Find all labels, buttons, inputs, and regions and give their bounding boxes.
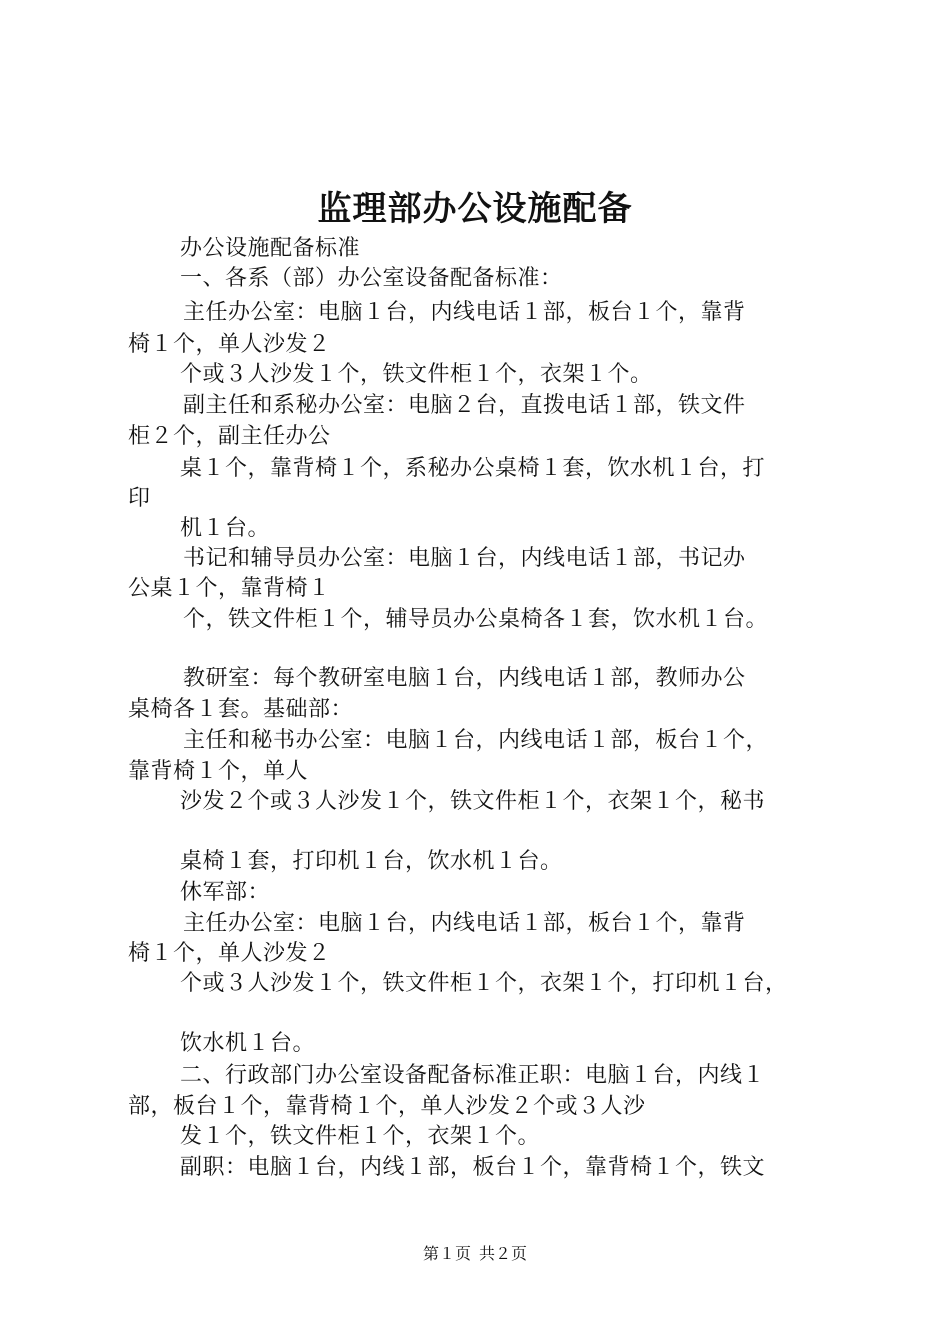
text-line: 公桌１个，靠背椅１ bbox=[128, 576, 331, 601]
page-total: 共２页 bbox=[479, 1244, 528, 1263]
text-line: 教研室：每个教研室电脑１台，内线电话１部，教师办公 bbox=[183, 666, 746, 691]
page-number: 第１页 bbox=[422, 1244, 471, 1263]
text-line: 柜２个，副主任办公 bbox=[128, 424, 331, 449]
text-line: 副职：电脑１台，内线１部，板台１个，靠背椅１个，铁文 bbox=[180, 1155, 766, 1180]
text-line: 主任办公室：电脑１台，内线电话１部，板台１个，靠背 bbox=[183, 911, 746, 936]
document-title: 监理部办公设施配备 bbox=[317, 189, 633, 229]
text-line: 桌椅１套，打印机１台，饮水机１台。 bbox=[180, 849, 563, 874]
text-line: 主任和秘书办公室：电脑１台，内线电话１部，板台１个， bbox=[183, 728, 769, 753]
page-footer bbox=[0, 1242, 950, 1266]
text-line: 书记和辅导员办公室：电脑１台，内线电话１部，书记办 bbox=[183, 546, 746, 571]
text-line: 机１台。 bbox=[180, 516, 271, 541]
text-line: 副主任和系秘办公室：电脑２台，直拨电话１部，铁文件 bbox=[183, 393, 746, 418]
text-line: 个或３人沙发１个，铁文件柜１个，衣架１个。 bbox=[180, 362, 653, 387]
text-line: 发１个，铁文件柜１个，衣架１个。 bbox=[180, 1124, 541, 1149]
text-line: 沙发２个或３人沙发１个，铁文件柜１个，衣架１个，秘书 bbox=[180, 789, 766, 814]
text-line: 休军部： bbox=[180, 880, 271, 905]
text-line: 主任办公室：电脑１台，内线电话１部，板台１个，靠背 bbox=[183, 300, 746, 325]
text-line: 饮水机１台。 bbox=[180, 1031, 316, 1056]
text-line: 一、各系（部）办公室设备配备标准： bbox=[180, 266, 563, 291]
text-line: 个，铁文件柜１个，辅导员办公桌椅各１套，饮水机１台。 bbox=[183, 607, 769, 632]
text-line: 桌椅各１套。基础部： bbox=[128, 697, 354, 722]
text-line: 桌１个，靠背椅１个，系秘办公桌椅１套，饮水机１台，打 bbox=[180, 456, 766, 481]
text-line: 个或３人沙发１个，铁文件柜１个，衣架１个，打印机１台， bbox=[180, 971, 788, 996]
text-line: 椅１个，单人沙发２ bbox=[128, 941, 331, 966]
text-line: 印 bbox=[128, 486, 151, 511]
text-line: 办公设施配备标准 bbox=[180, 236, 361, 261]
text-line: 部，板台１个，靠背椅１个，单人沙发２个或３人沙 bbox=[128, 1094, 646, 1119]
text-line: 靠背椅１个，单人 bbox=[128, 759, 309, 784]
text-line: 椅１个，单人沙发２ bbox=[128, 332, 331, 357]
text-line: 二、行政部门办公室设备配备标准正职：电脑１台，内线１ bbox=[180, 1063, 766, 1088]
